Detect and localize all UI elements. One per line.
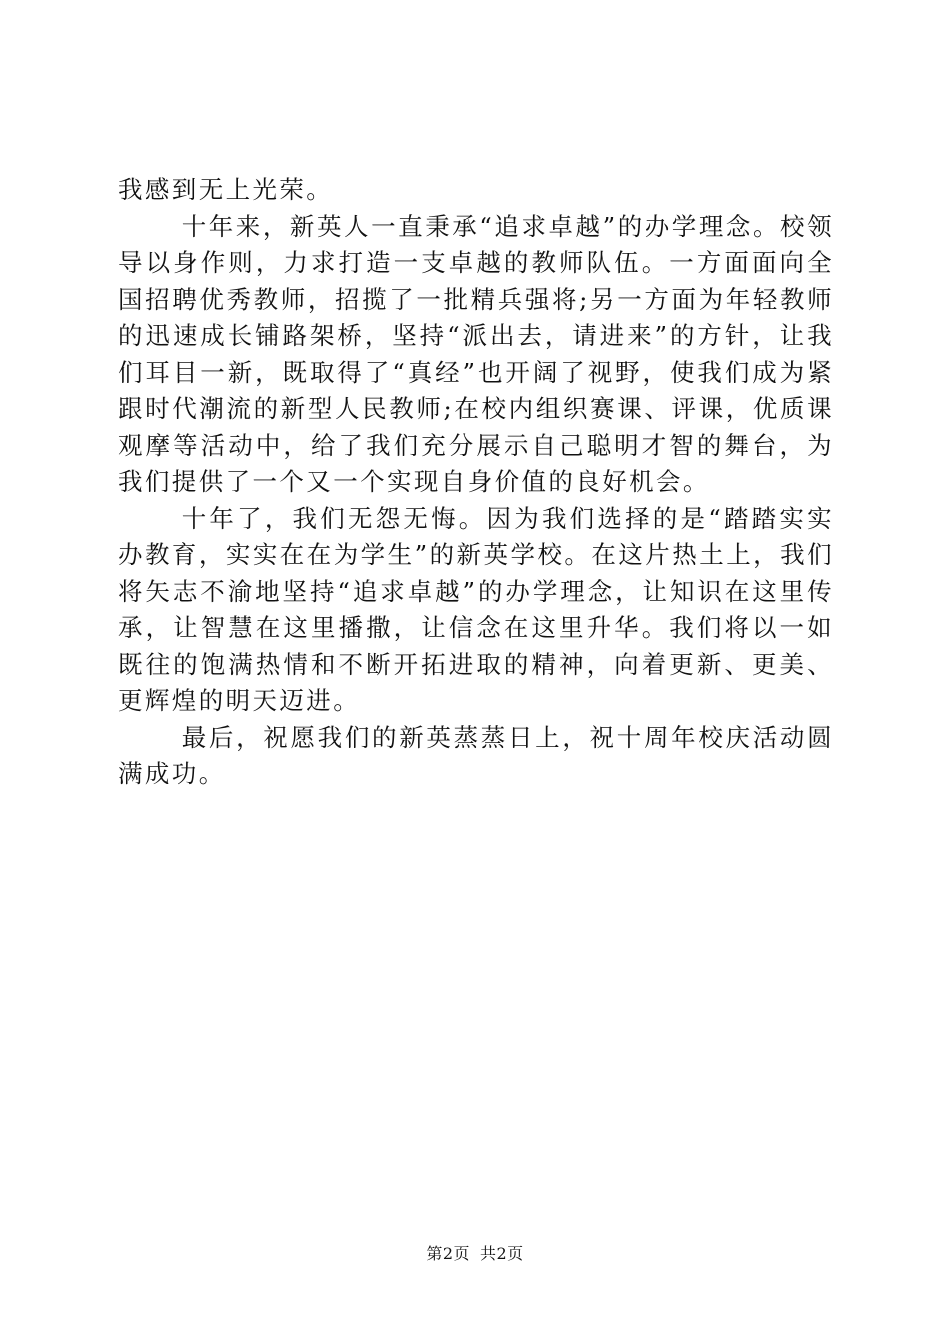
- paragraph-no-regrets: 十年了，我们无怨无悔。因为我们选择的是“踏踏实实办教育，实实在在为学生”的新英学校。在这片热土上，我们将矢志不渝地坚持“追求卓越”的办学理念，让知识在这里传承，让智慧在这里播撒，让信念在这里升华。我们将以一如既往的饱满热情和不断开拓进取的精神，向着更新、更美、更辉煌的明天迈进。: [118, 503, 834, 715]
- paragraph-ten-years-pursuit: 十年来，新英人一直秉承“追求卓越”的办学理念。校领导以身作则，力求打造一支卓越的教师队伍。一方面面向全国招聘优秀教师，招揽了一批精兵强将;另一方面为年轻教师的迅速成长铺路架桥，坚持“派出去，请进来”的方针，让我们耳目一新，既取得了“真经”也开阔了视野，使我们成为紧跟时代潮流的新型人民教师;在校内组织赛课、评课，优质课观摩等活动中，给了我们充分展示自己聪明才智的舞台，为我们提供了一个又一个实现自身价值的良好机会。: [118, 211, 834, 496]
- page-total: 共2页: [480, 1244, 524, 1263]
- document-body: [118, 172, 834, 793]
- page-footer: [0, 1244, 950, 1264]
- paragraph-closing-wishes: 最后，祝愿我们的新英蒸蒸日上，祝十周年校庆活动圆满成功。: [118, 722, 834, 788]
- page-number: 第2页: [426, 1244, 470, 1263]
- paragraph-continuation: 我感到无上光荣。: [118, 175, 334, 204]
